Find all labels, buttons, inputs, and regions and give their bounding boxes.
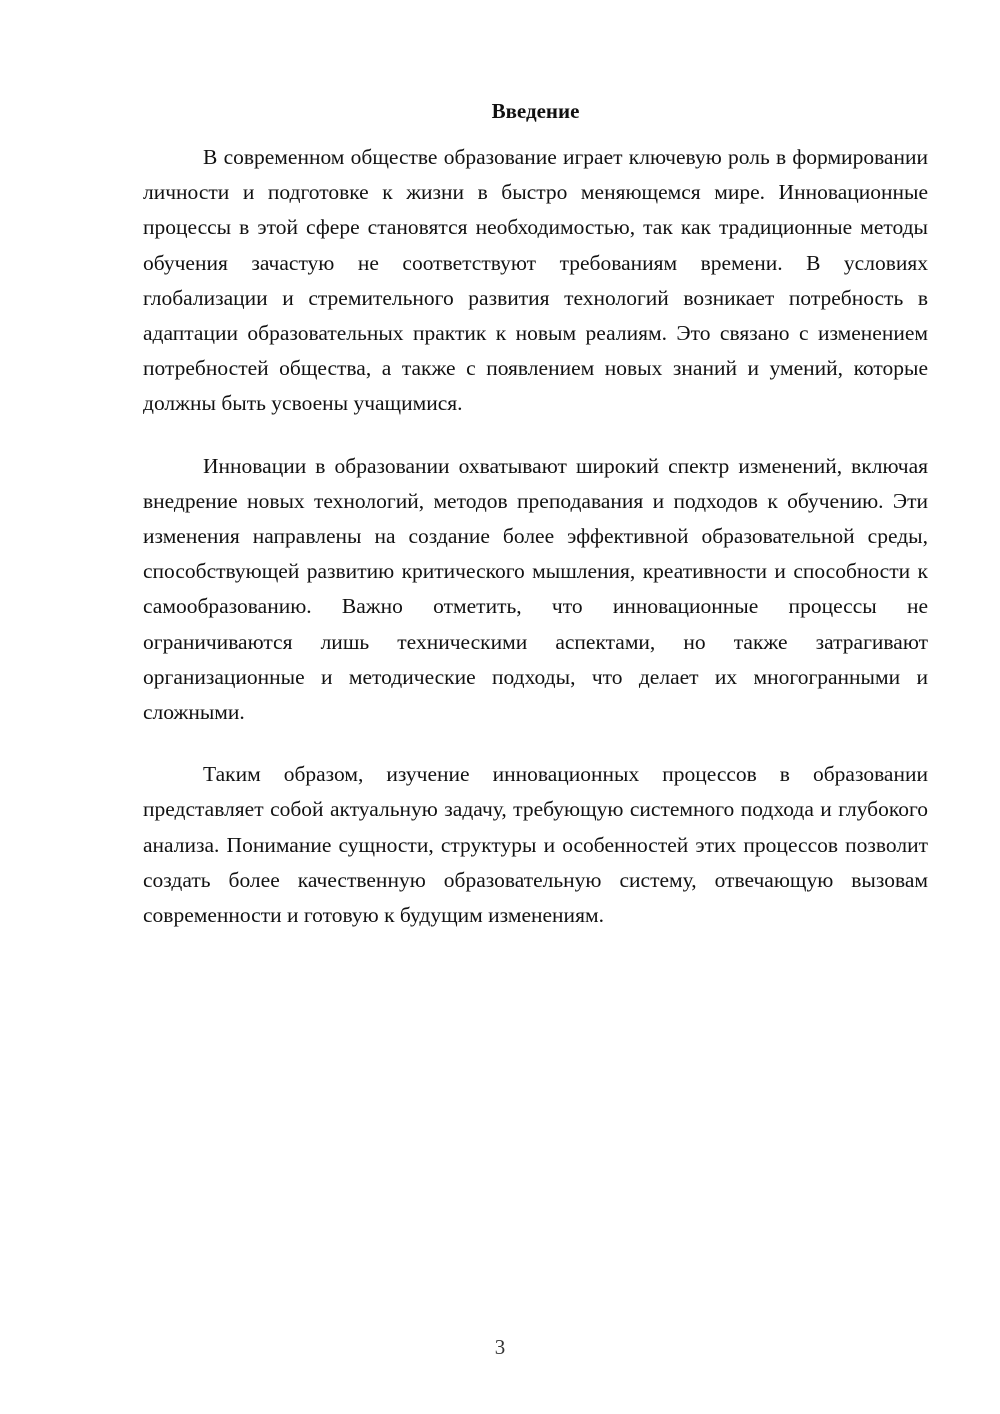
page-number: 3	[494, 1335, 506, 1359]
paragraph-1: В современном обществе образование играет ключевую роль в формировании личности и подготовке к жизни в быстро меняющемся мире. Инновационные процессы в этой сфере становятся необходимостью, так как традиционные методы обучения зачастую не соответствуют требованиям времени. В условиях глобализации и стремительного развития технологий возникает потребность в адаптации образовательных практик к новым реалиям. Это связано с изменением потребностей общества, а также с появлением новых знаний и умений, которые должны быть усвоены учащимися.	[143, 145, 928, 416]
paragraph-3: Таким образом, изучение инновационных процессов в образовании представляет собой актуальную задачу, требующую системного подхода и глубокого анализа. Понимание сущности, структуры и особенностей этих процессов позволит создать более качественную образовательную систему, отвечающую вызовам современности и готовую к будущим изменениям.	[143, 762, 928, 928]
paragraph-2: Инновации в образовании охватывают широкий спектр изменений, включая внедрение новых технологий, методов преподавания и подходов к обучению. Эти изменения направлены на создание более эффективной образовательной среды, способствующей развитию критического мышления, креативности и способности к самообразованию. Важно отметить, что инновационные процессы не ограничиваются лишь техническими аспектами, но также затрагивают организационные и методические подходы, что делает их многогранными и сложными.	[143, 453, 928, 725]
page-content	[143, 96, 928, 960]
section-heading: Введение	[491, 99, 580, 123]
